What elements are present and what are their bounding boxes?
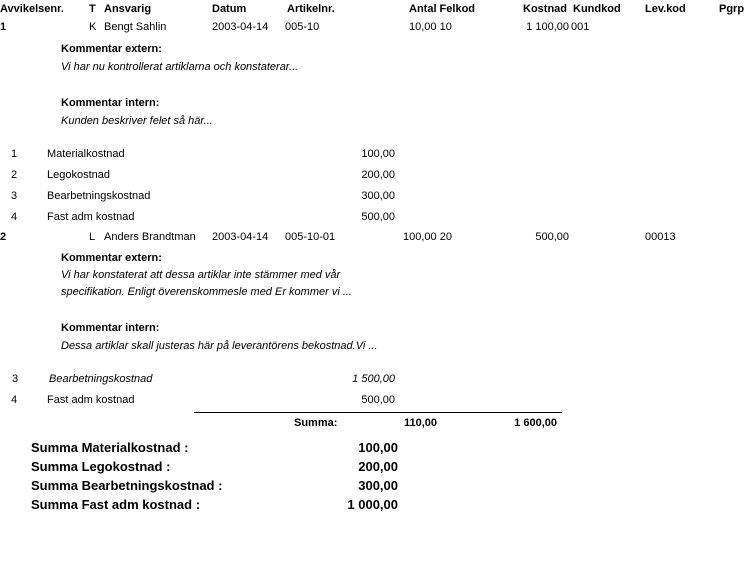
header-avvikelsenr: Avvikelsenr. (0, 3, 64, 15)
header-datum: Datum (212, 3, 247, 15)
cost-name: Fast adm kostnad (47, 211, 135, 223)
cost-amount: 500,00 (361, 394, 395, 406)
record-ansvarig: Anders Brandtman (104, 231, 196, 243)
total-value: 1 000,00 (347, 497, 398, 512)
cost-nr: 3 (12, 373, 19, 385)
cost-amount: 200,00 (361, 169, 395, 181)
record-artikelnr: 005-10 (285, 21, 320, 33)
record-datum: 2003-04-14 (212, 231, 269, 243)
cost-amount: 300,00 (361, 190, 395, 202)
record-datum: 2003-04-14 (212, 21, 269, 33)
cost-name: Materialkostnad (47, 148, 125, 160)
record-kostnad: 1 100,00 (526, 21, 569, 33)
cost-name: Legokostnad (47, 169, 110, 181)
kommentar-extern-label: Kommentar extern: (61, 252, 162, 264)
cost-nr: 4 (11, 394, 18, 406)
header-kostnad: Kostnad (523, 3, 567, 15)
total-label: Summa Bearbetningskostnad : (31, 478, 223, 493)
cost-nr: 2 (11, 169, 18, 181)
kommentar-extern-text: specifikation. Enligt överenskommesle med Er kommer vi ... (61, 286, 352, 298)
kommentar-intern-text: Dessa artiklar skall justeras här på leverantörens bekostnad.Vi ... (61, 340, 378, 352)
record-type: K (89, 21, 97, 33)
total-value: 300,00 (358, 478, 398, 493)
header-antal-felkod: Antal Felkod (409, 3, 476, 15)
record-nr: 2 (0, 231, 7, 243)
record-ansvarig: Bengt Sahlin (104, 21, 167, 33)
record-kundkod: 001 (571, 21, 590, 33)
record-kostnad: 500,00 (535, 231, 569, 243)
cost-name: Bearbetningskostnad (47, 190, 151, 202)
header-pgrp: Pgrp (719, 3, 744, 15)
header-ansvarig: Ansvarig (104, 3, 152, 15)
record-nr: 1 (0, 21, 7, 33)
record-levkod: 00013 (645, 231, 676, 243)
total-label: Summa Fast adm kostnad : (31, 497, 201, 512)
header-kundkod: Kundkod (573, 3, 621, 15)
cost-nr: 1 (11, 148, 18, 160)
kommentar-intern-label: Kommentar intern: (61, 97, 160, 109)
record-type: L (89, 231, 96, 243)
kommentar-extern-label: Kommentar extern: (61, 43, 162, 55)
record-antal-felkod: 100,00 20 (403, 231, 452, 243)
summa-label: Summa: (294, 417, 338, 429)
header-artikelnr: Artikelnr. (287, 3, 335, 15)
total-value: 200,00 (358, 459, 398, 474)
cost-amount: 500,00 (361, 211, 395, 223)
cost-name: Fast adm kostnad (47, 394, 135, 406)
summa-divider (194, 412, 562, 413)
summa-antal: 110,00 (403, 417, 437, 429)
header-t: T (89, 3, 96, 15)
cost-name: Bearbetningskostnad (49, 373, 153, 385)
total-value: 100,00 (358, 440, 398, 455)
kommentar-intern-label: Kommentar intern: (61, 322, 160, 334)
record-artikelnr: 005-10-01 (285, 231, 336, 243)
cost-amount: 1 500,00 (352, 373, 395, 385)
record-antal-felkod: 10,00 10 (409, 21, 452, 33)
kommentar-extern-text: Vi har nu kontrollerat artiklarna och konstaterar... (61, 61, 299, 73)
cost-nr: 4 (11, 211, 18, 223)
header-levkod: Lev.kod (645, 3, 686, 15)
total-label: Summa Materialkostnad : (31, 440, 189, 455)
summa-kostnad: 1 600,00 (514, 417, 557, 429)
cost-nr: 3 (11, 190, 18, 202)
cost-amount: 100,00 (361, 148, 395, 160)
kommentar-extern-text: Vi har konstaterat att dessa artiklar inte stämmer med vår (61, 269, 341, 281)
kommentar-intern-text: Kunden beskriver felet så här... (61, 115, 213, 127)
total-label: Summa Legokostnad : (31, 459, 171, 474)
